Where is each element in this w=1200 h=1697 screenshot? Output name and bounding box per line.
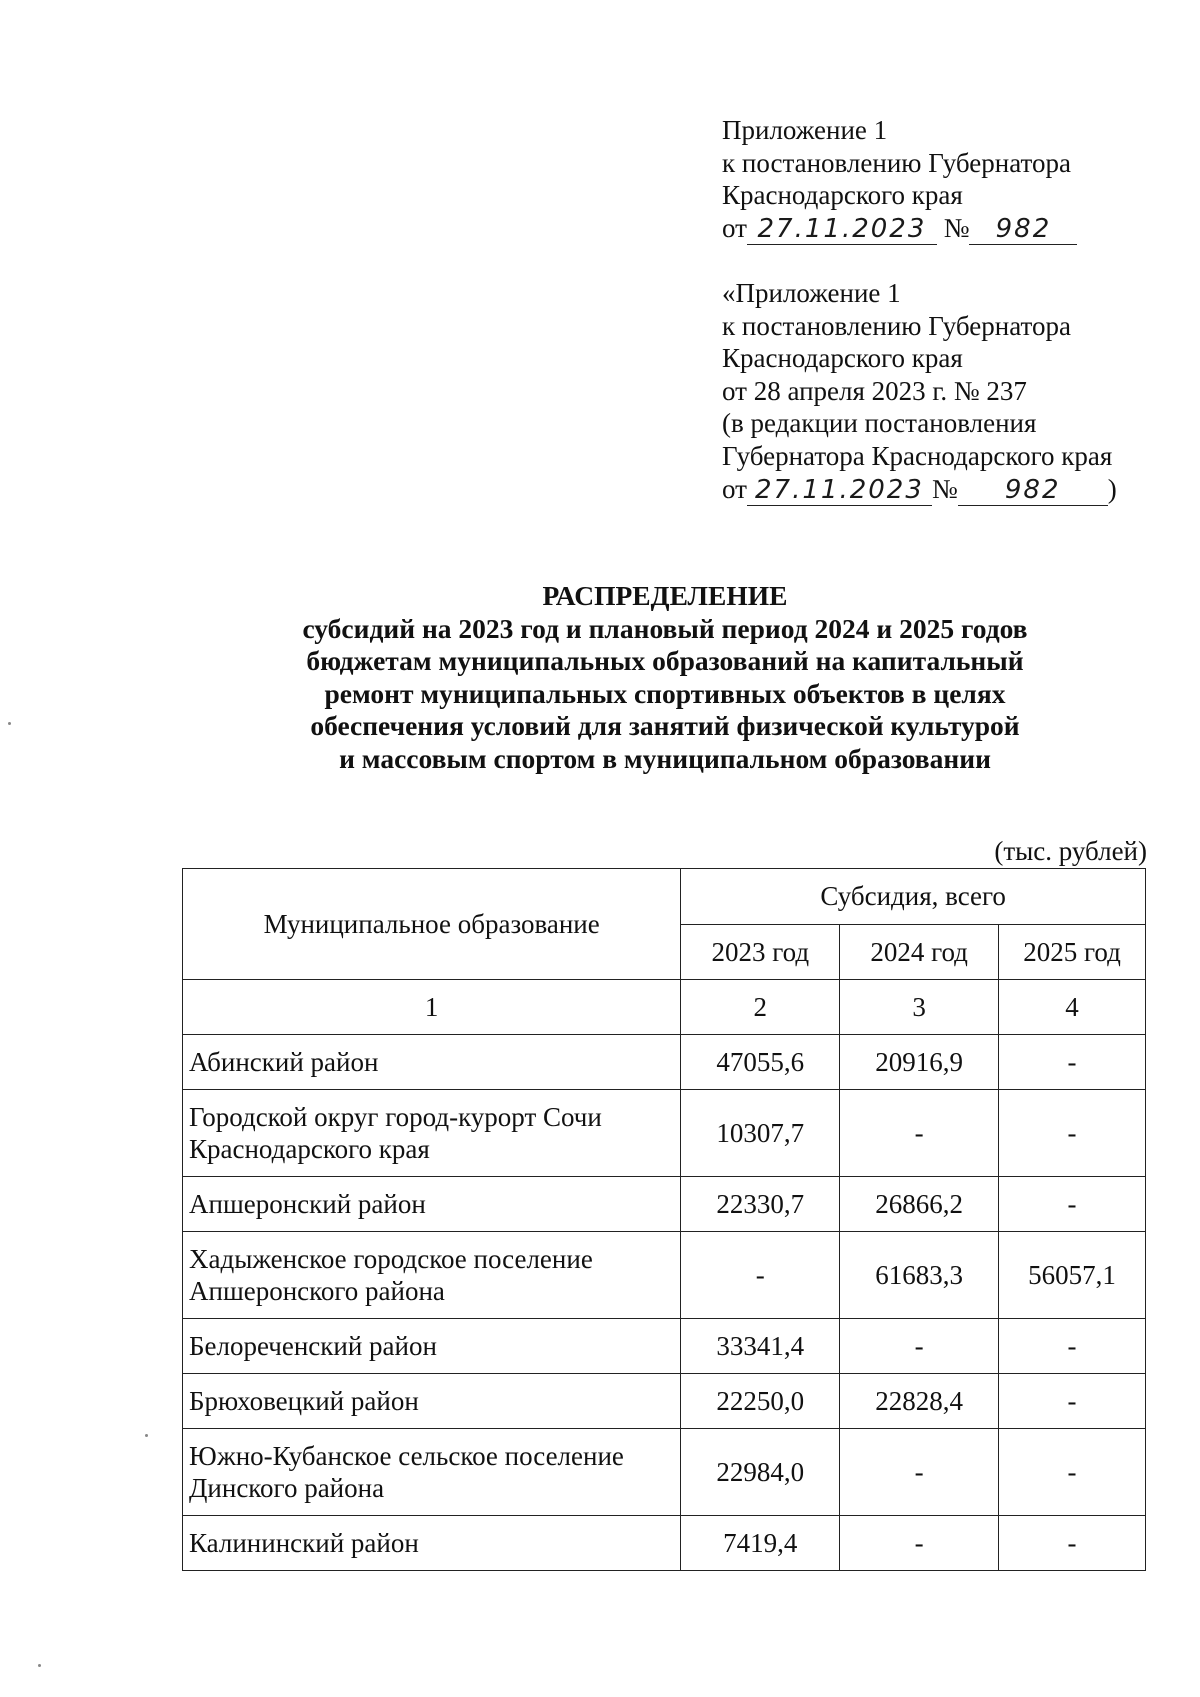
municipality-cell: Хадыженское городское поселение Апшеронского района <box>183 1232 681 1319</box>
value-cell-2024: - <box>840 1090 999 1177</box>
table-row <box>183 1090 1146 1177</box>
number-sign: № <box>943 212 970 243</box>
value-cell-2023: 22330,7 <box>681 1177 840 1232</box>
quoted-attachment-line: к постановлению Губернатора <box>722 310 1071 341</box>
scan-speck <box>38 1664 41 1667</box>
number-sign: № <box>931 473 958 504</box>
table-row <box>183 1429 1146 1516</box>
value-cell-2025: - <box>999 1516 1146 1571</box>
table-row <box>183 1035 1146 1090</box>
value-cell-2024: 61683,3 <box>840 1232 999 1319</box>
scan-speck <box>8 722 11 725</box>
units-label: (тыс. рублей) <box>994 836 1147 866</box>
heading-line: бюджетам муниципальных образований на капитальный <box>306 645 1024 676</box>
table-row <box>183 1516 1146 1571</box>
value-cell-2025: - <box>999 1429 1146 1516</box>
attachment-line: Краснодарского края <box>722 180 963 211</box>
municipality-cell: Калининский район <box>183 1516 681 1571</box>
attachment-line: к постановлению Губернатора <box>722 147 1071 178</box>
attachment-date-line <box>722 212 1162 245</box>
quoted-attachment-block <box>722 277 1162 506</box>
document-heading <box>200 580 1130 775</box>
table-row <box>183 1374 1146 1429</box>
attachment-line: Приложение 1 <box>722 115 888 145</box>
from-prefix: от <box>722 212 747 243</box>
quoted-attachment-line: Краснодарского края <box>722 343 963 374</box>
municipality-cell: Южно-Кубанское сельское поселение Динского района <box>183 1429 681 1516</box>
column-number: 4 <box>999 980 1146 1035</box>
handwritten-number: 982 <box>969 214 1077 245</box>
column-number: 2 <box>681 980 840 1035</box>
value-cell-2025: 56057,1 <box>999 1232 1146 1319</box>
attachment-block <box>722 114 1162 245</box>
table-row <box>183 1319 1146 1374</box>
value-cell-2025: - <box>999 1177 1146 1232</box>
municipality-cell: Брюховецкий район <box>183 1374 681 1429</box>
value-cell-2024: - <box>840 1516 999 1571</box>
quoted-attachment-line: Губернатора Краснодарского края <box>722 440 1113 471</box>
value-cell-2024: 20916,9 <box>840 1035 999 1090</box>
heading-line: субсидий на 2023 год и плановый период 2024 и 2025 годов <box>302 612 1028 644</box>
handwritten-date: 27.11.2023 <box>747 214 937 245</box>
value-cell-2024: - <box>840 1319 999 1374</box>
table-row <box>183 1232 1146 1319</box>
header-year: 2024 год <box>840 925 999 980</box>
handwritten-date: 27.11.2023 <box>747 475 932 506</box>
handwritten-number: 982 <box>958 475 1108 506</box>
quoted-attachment-line: «Приложение 1 <box>722 278 901 308</box>
header-subsidy-total: Субсидия, всего <box>681 869 1146 925</box>
value-cell-2023: 7419,4 <box>681 1516 840 1571</box>
column-number: 1 <box>183 980 681 1035</box>
value-cell-2023: 22250,0 <box>681 1374 840 1429</box>
municipality-cell: Белореченский район <box>183 1319 681 1374</box>
value-cell-2024: 26866,2 <box>840 1177 999 1232</box>
header-year: 2025 год <box>999 925 1146 980</box>
value-cell-2024: - <box>840 1429 999 1516</box>
value-cell-2025: - <box>999 1374 1146 1429</box>
scan-speck <box>145 1434 148 1437</box>
value-cell-2023: 47055,6 <box>681 1035 840 1090</box>
heading-title: РАСПРЕДЕЛЕНИЕ <box>542 580 788 611</box>
value-cell-2024: 22828,4 <box>840 1374 999 1429</box>
value-cell-2023: 10307,7 <box>681 1090 840 1177</box>
quoted-attachment-line: (в редакции постановления <box>722 408 1037 439</box>
header-year: 2023 год <box>681 925 840 980</box>
from-prefix: от <box>722 473 747 504</box>
header-municipality: Муниципальное образование <box>183 869 681 980</box>
value-cell-2023: 33341,4 <box>681 1319 840 1374</box>
municipality-cell: Городской округ город-курорт Сочи Краснодарского края <box>183 1090 681 1177</box>
value-cell-2025: - <box>999 1035 1146 1090</box>
value-cell-2023: 22984,0 <box>681 1429 840 1516</box>
subsidy-table <box>182 868 1146 1571</box>
table-row <box>183 1177 1146 1232</box>
municipality-cell: Абинский район <box>183 1035 681 1090</box>
heading-line: ремонт муниципальных спортивных объектов в целях <box>324 677 1006 709</box>
heading-line: обеспечения условий для занятий физической культурой <box>310 710 1020 741</box>
heading-line: и массовым спортом в муниципальном образовании <box>339 742 991 774</box>
value-cell-2025: - <box>999 1090 1146 1177</box>
quoted-attachment-date-line <box>722 473 1162 506</box>
column-number: 3 <box>840 980 999 1035</box>
closing-paren: ) <box>1107 473 1117 504</box>
value-cell-2025: - <box>999 1319 1146 1374</box>
quoted-attachment-line: от 28 апреля 2023 г. № 237 <box>722 375 1027 406</box>
value-cell-2023: - <box>681 1232 840 1319</box>
municipality-cell: Апшеронский район <box>183 1177 681 1232</box>
